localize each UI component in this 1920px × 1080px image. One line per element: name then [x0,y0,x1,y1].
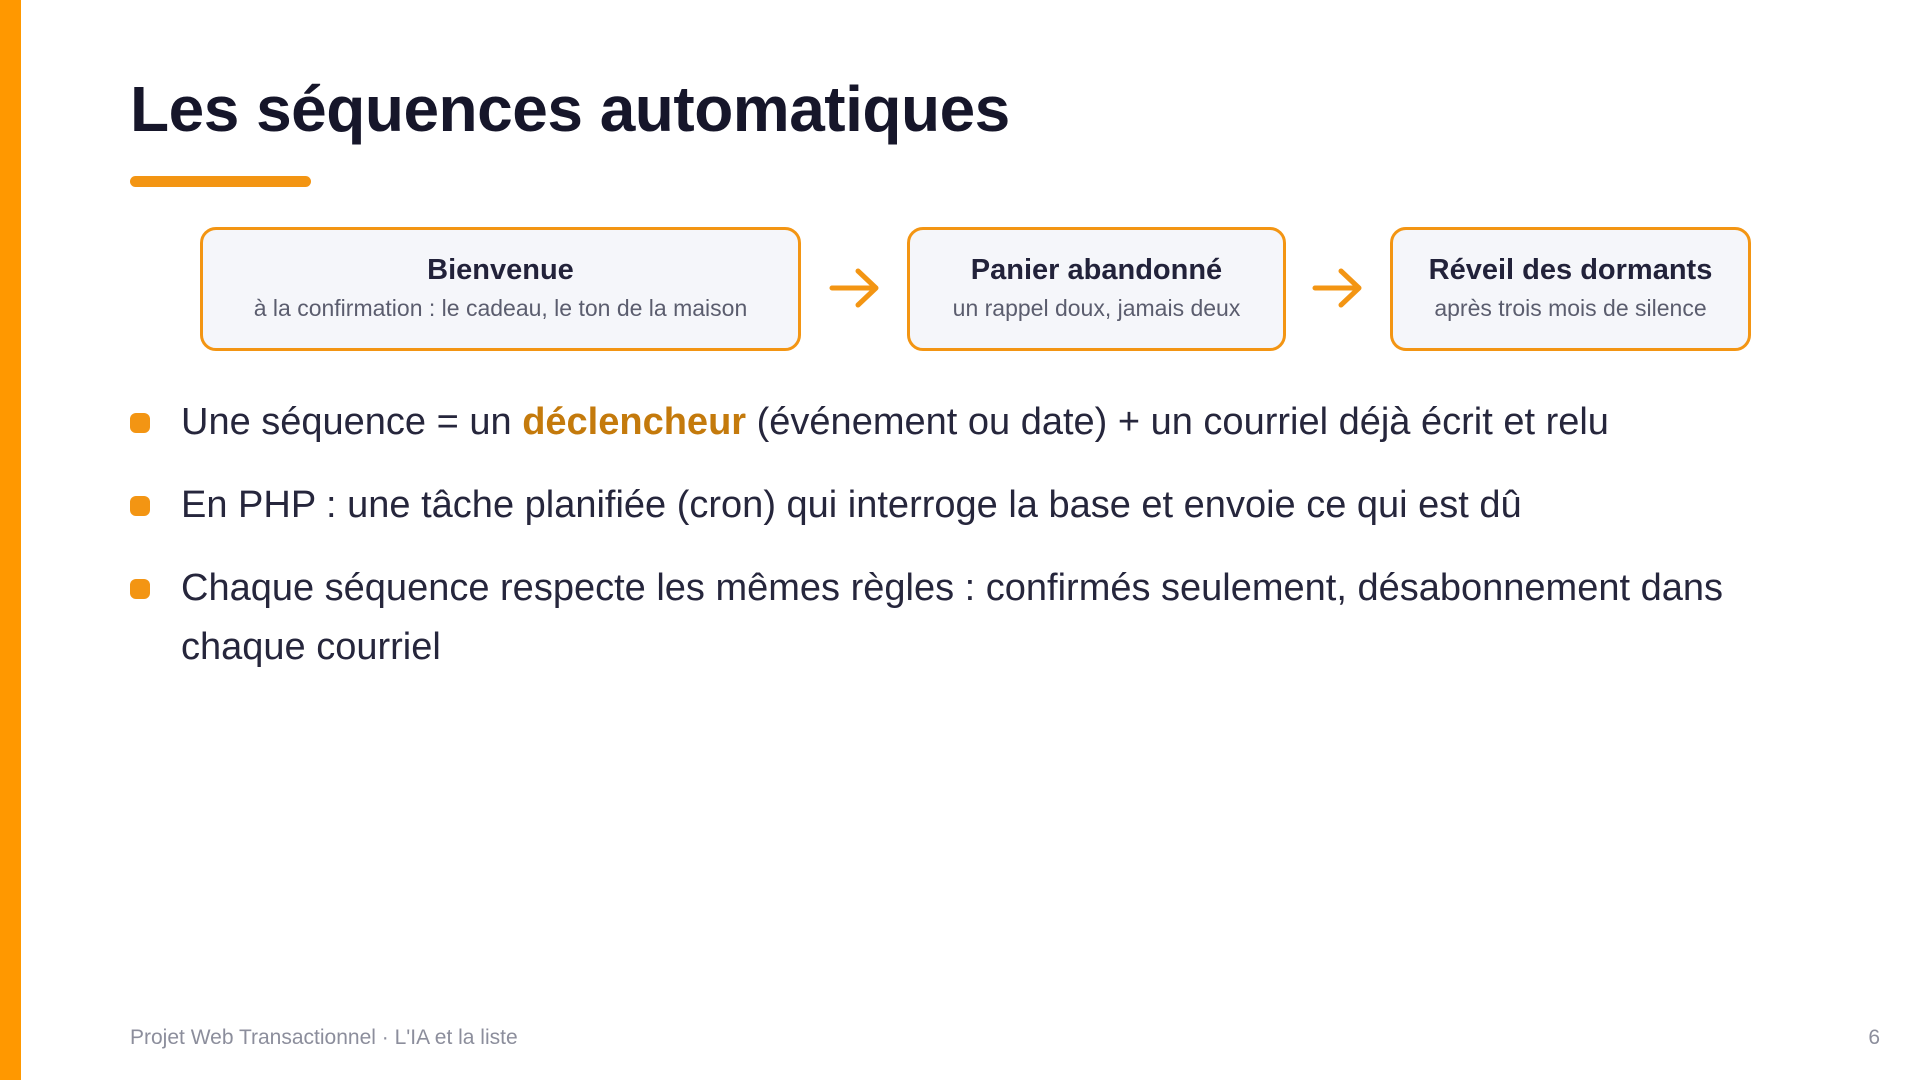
flow-step-dormant-wakeup [1390,227,1751,351]
list-item [130,393,1810,452]
page-title: Les séquences automatiques [130,73,1010,145]
bullet-text: Chaque séquence respecte les mêmes règles : confirmés seulement, désabonnement dans chaque courriel [181,567,1723,668]
footer-caption: Projet Web Transactionnel · L'IA et la liste [130,1026,518,1049]
bullet-text: En PHP : une tâche planifiée (cron) qui interroge la base et envoie ce qui est dû [181,484,1522,526]
bullet-text-start: Une séquence = un [181,401,523,443]
arrow-right-icon [1311,263,1365,313]
flow-step-title: Panier abandonné [970,254,1223,286]
title-underline [130,176,311,187]
flow-step-title: Bienvenue [427,254,574,286]
highlighted-term: déclencheur [522,401,747,443]
flow-step-abandoned-cart [907,227,1286,351]
flow-step-subtitle: après trois mois de silence [1434,295,1707,321]
bullet-marker [130,579,150,599]
list-item [130,476,1810,535]
flow-step-subtitle: à la confirmation : le cadeau, le ton de la maison [253,295,748,321]
list-item [130,559,1810,677]
flow-step-welcome [200,227,801,351]
page-number: 6 [1868,1026,1880,1049]
bullet-list [130,393,1810,701]
bullet-text-end: (événement ou date) + un courriel déjà écrit et relu [746,401,1609,443]
bullet-marker [130,496,150,516]
arrow-right-icon [828,263,882,313]
accent-side-bar [0,0,21,1080]
bullet-marker [130,413,150,433]
flow-step-subtitle: un rappel doux, jamais deux [952,295,1241,321]
flow-step-title: Réveil des dormants [1428,254,1713,286]
